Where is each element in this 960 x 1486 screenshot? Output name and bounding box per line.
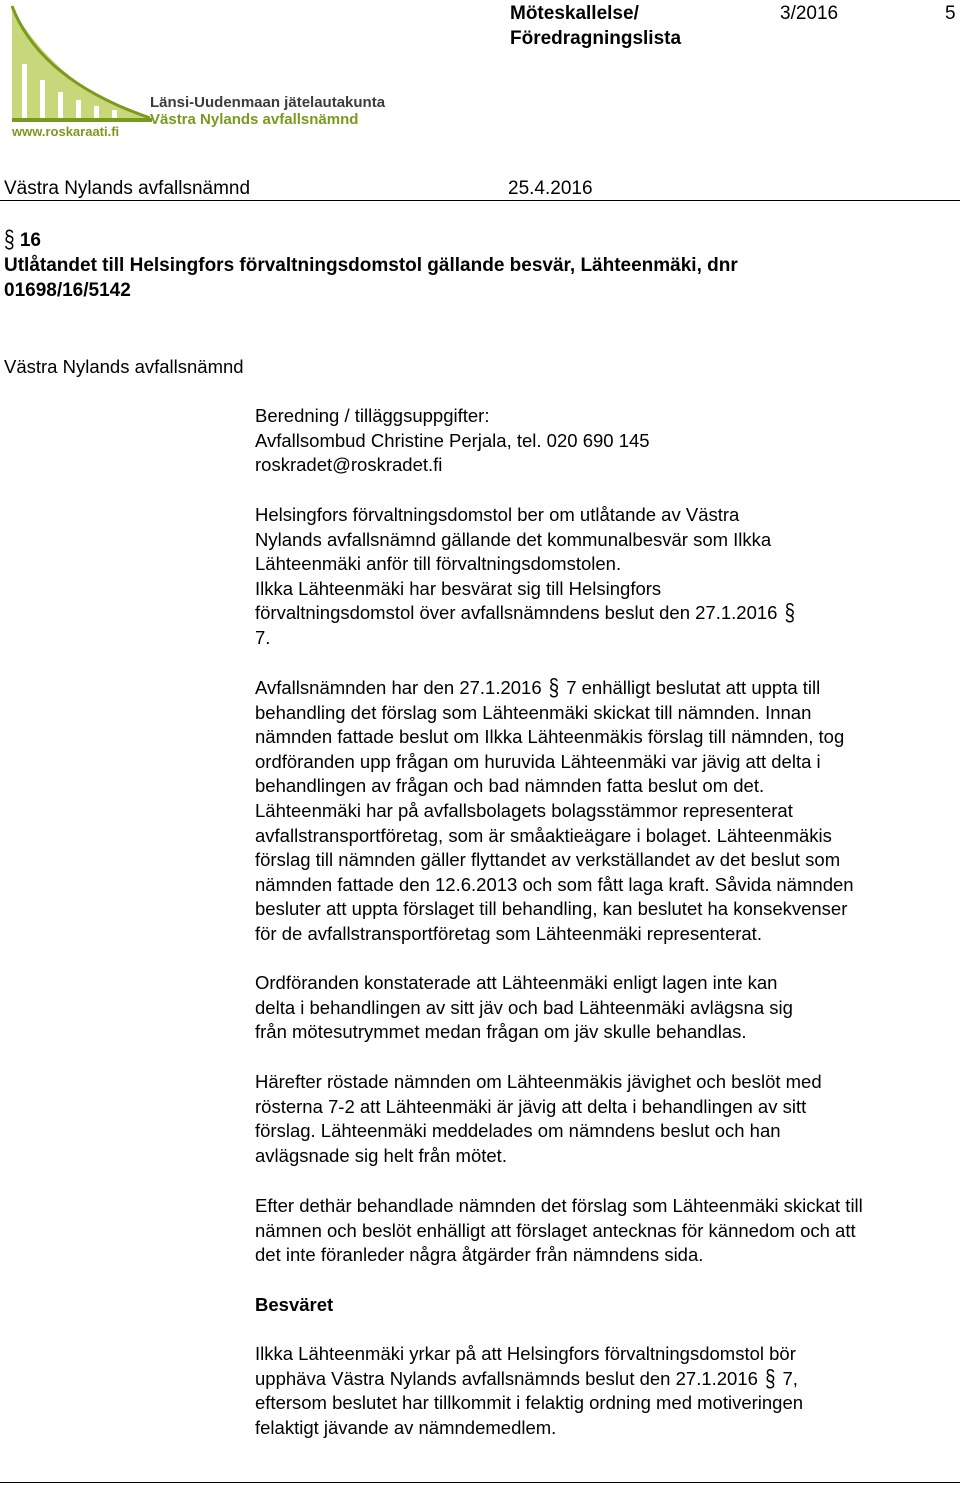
section-symbol: § [548, 673, 560, 701]
organization-logo [0, 0, 420, 150]
p2-line: för de avfallstransportföretag som Lähteenmäki representerat. [255, 922, 762, 944]
p2-line: förslag till nämnden gäller flyttandet av verkställandet av det beslut som [255, 849, 841, 871]
logo-name-sv: Västra Nylands avfallsnämnd [150, 111, 359, 128]
p4-line: rösterna 7-2 att Lähteenmäki är jävig att delta i behandlingen av sitt [255, 1095, 807, 1117]
paragraph-3 [255, 971, 955, 1045]
header-divider [0, 200, 960, 201]
p3-line: Ordföranden konstaterade att Lähteenmäki enligt lagen inte kan [255, 972, 778, 993]
p2-line: ordföranden upp frågan om huruvida Lähteenmäki var jävig att delta i [255, 750, 821, 772]
section-heading [4, 228, 738, 303]
p6-line-text: upphäva Västra Nylands avfallsnämnds beslut den 27.1.2016 [255, 1367, 758, 1389]
footer-divider [0, 1482, 960, 1483]
p6-line-text: 7, [782, 1367, 798, 1389]
p2-line: avfallstransportföretag, som är småaktieägare i bolaget. Lähteenmäkis [255, 824, 832, 846]
p2-line-text: 7 enhälligt beslutat att uppta till [566, 677, 821, 698]
meeting-number: 3/2016 [780, 3, 839, 24]
logo-url: www.roskaraati.fi [12, 124, 120, 139]
paragraph-4 [255, 1070, 955, 1168]
paragraph-6 [255, 1342, 955, 1440]
p3-line: från mötesutrymmet medan frågan om jäv skulle behandlas. [255, 1021, 747, 1043]
p1-line: Helsingfors förvaltningsdomstol ber om utlåtande av Västra [255, 504, 740, 525]
p1-line: Nylands avfallsnämnd gällande det kommunalbesvär som Ilkka [255, 528, 772, 550]
p2-line: behandlingen av frågan och bad nämnden fatta beslut om det. [255, 775, 765, 797]
paragraph-1 [255, 503, 955, 651]
p3-line: delta i behandlingen av sitt jäv och bad Lähteenmäki avlägsna sig [255, 996, 793, 1018]
p5-line: nämnen och beslöt enhälligt att förslaget antecknas för kännedom och att [255, 1219, 856, 1241]
prep-email: roskradet@roskradet.fi [255, 454, 443, 476]
body-organization: Västra Nylands avfallsnämnd [4, 356, 244, 377]
p2-line: besluter att uppta förslaget till behandling, kan beslutet ha konsekvenser [255, 898, 848, 920]
p6-line: eftersom beslutet har tillkommit i felaktig ordning med motiveringen [255, 1392, 804, 1414]
p5-line: Efter dethär behandlade nämnden det förslag som Lähteenmäki skickat till [255, 1195, 863, 1216]
p2-line: nämnden fattade den 12.6.2013 och som fått laga kraft. Såvida nämnden [255, 873, 854, 895]
p4-line: Härefter röstade nämnden om Lähteenmäkis jävighet och beslöt med [255, 1071, 822, 1092]
p1-line [255, 598, 955, 627]
prep-person: Avfallsombud Christine Perjala, tel. 020 690 145 [255, 429, 650, 451]
p1-line-text: förvaltningsdomstol över avfallsnämndens beslut den 27.1.2016 [255, 602, 778, 624]
p4-line: förslag. Lähteenmäki meddelades om nämndens beslut och han [255, 1120, 781, 1142]
section-number: 16 [19, 230, 41, 251]
paragraph-5 [255, 1194, 955, 1268]
section-number-line [4, 228, 738, 253]
header-date: 25.4.2016 [508, 178, 593, 199]
preparation-info [255, 404, 955, 478]
page-number: 5 [945, 3, 956, 24]
section-symbol: § [4, 226, 15, 255]
doc-type-line2: Föredragningslista [510, 28, 682, 49]
section-symbol: § [784, 598, 795, 627]
section-title-line1: Utlåtandet till Helsingfors förvaltningsdomstol gällande besvär, Lähteenmäki, dnr [4, 255, 738, 276]
doc-type-line1: Möteskallelse/ [510, 3, 639, 24]
p5-line: det inte föranleder några åtgärder från nämndens sida. [255, 1244, 704, 1266]
header-organization: Västra Nylands avfallsnämnd [4, 178, 251, 199]
section-symbol: § [765, 1364, 776, 1392]
p2-line: Lähteenmäki har på avfallsbolagets bolagsstämmor representerat [255, 799, 793, 821]
logo-name-fi: Länsi-Uudenmaan jätelautakunta [150, 94, 386, 111]
p1-line: Lähteenmäki anför till förvaltningsdomstolen. [255, 553, 622, 575]
p1-line: Ilkka Lähteenmäki har besvärat sig till Helsingfors [255, 577, 662, 599]
p6-line: felaktigt jävande av nämndemedlem. [255, 1416, 557, 1438]
p6-line: Ilkka Lähteenmäki yrkar på att Helsingfors förvaltningsdomstol bör [255, 1343, 796, 1364]
subheading-besvaret: Besväret [255, 1294, 334, 1315]
prep-label: Beredning / tilläggsuppgifter: [255, 405, 490, 426]
section-title-line2: 01698/16/5142 [4, 280, 131, 301]
p2-line: nämnden fattade beslut om Ilkka Lähteenmäkis förslag till nämnden, tog [255, 726, 845, 748]
p4-line: avlägsnade sig helt från mötet. [255, 1144, 507, 1166]
p2-line-text: Avfallsnämnden har den 27.1.2016 [255, 677, 542, 698]
paragraph-2 [255, 673, 955, 947]
p2-line [255, 673, 955, 701]
logo-bars-graphic [12, 6, 152, 122]
p1-line: 7. [255, 626, 271, 648]
p6-line [255, 1364, 955, 1392]
p2-line: behandling det förslag som Lähteenmäki skickat till nämnden. Innan [255, 701, 812, 723]
